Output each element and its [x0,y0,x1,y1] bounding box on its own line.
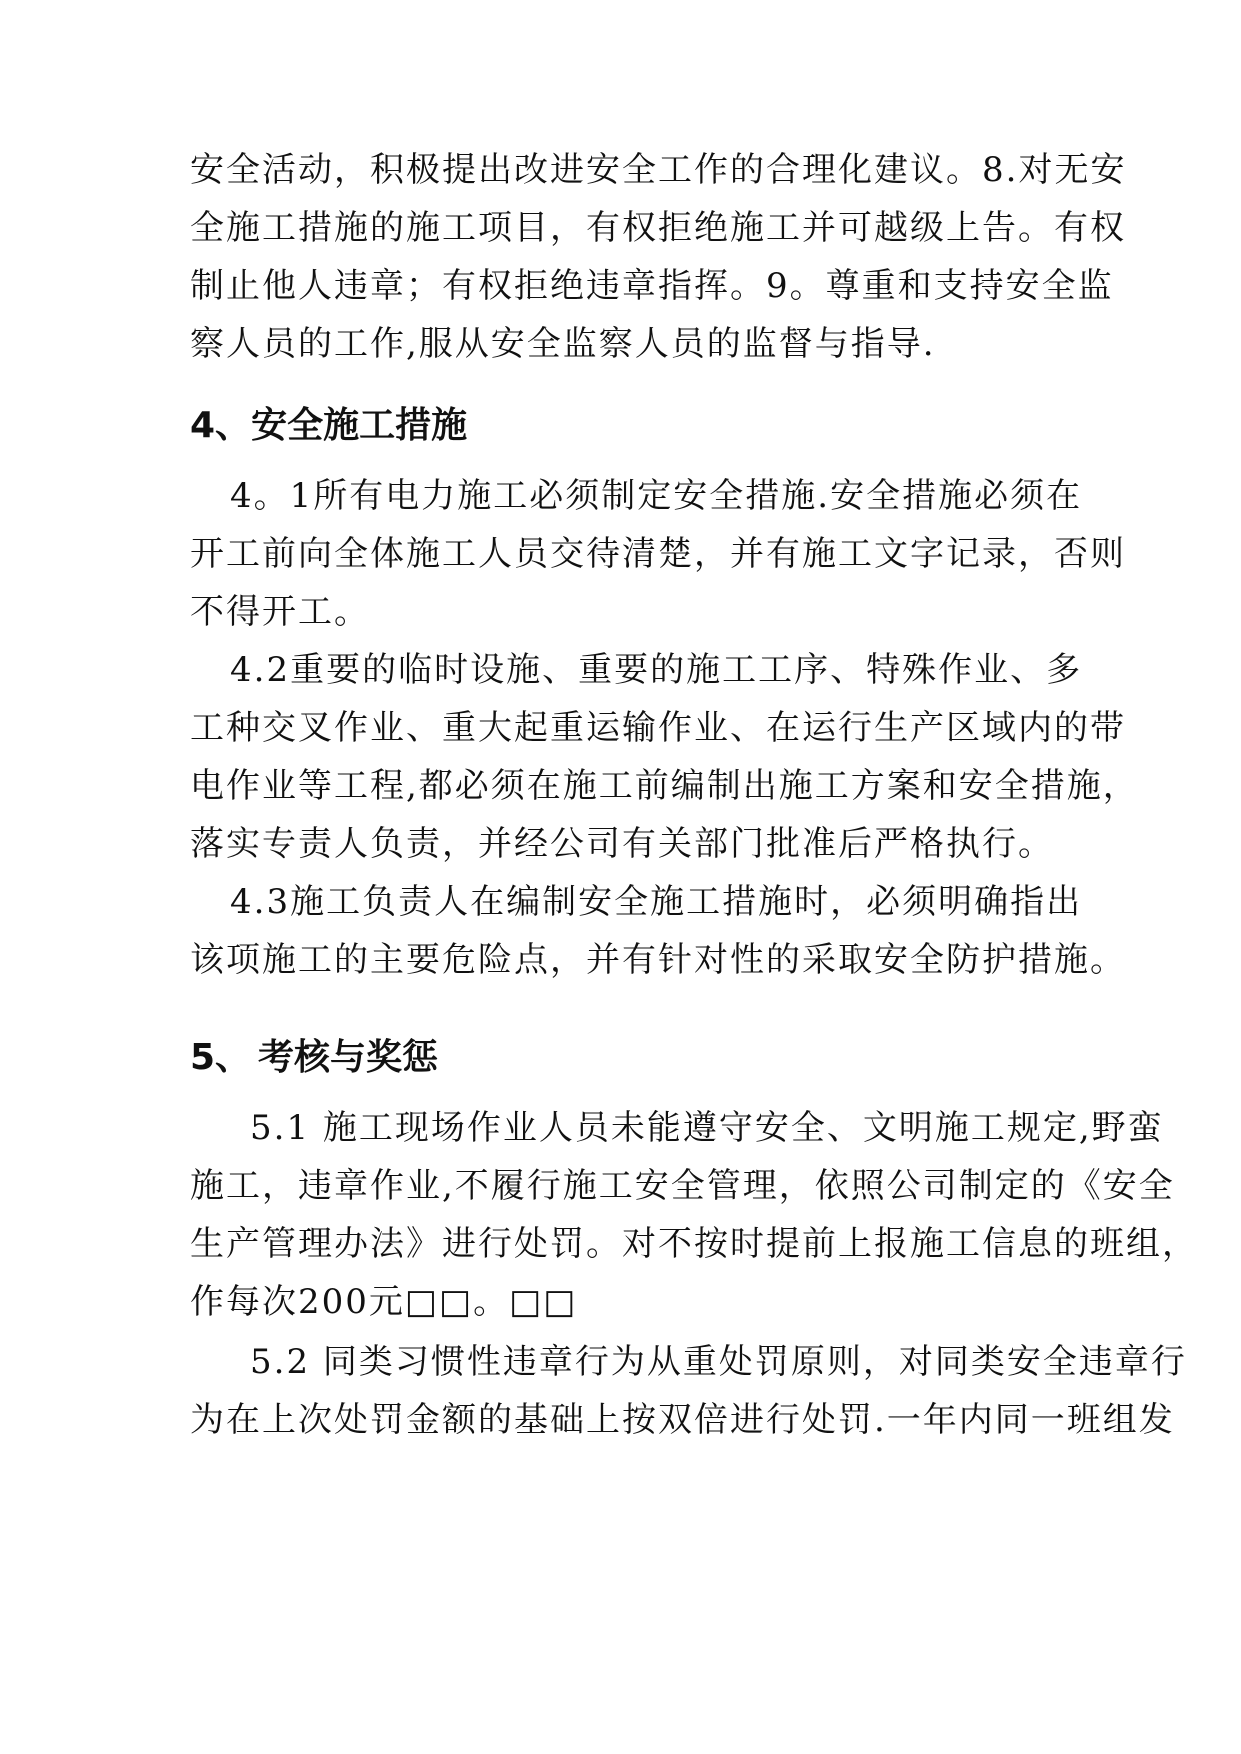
section-4-heading [190,404,467,448]
section-4-number: 4、 [190,405,252,446]
s4-p1-line-2: 开工前向全体施工人员交待清楚，并有施工文字记录，否则 [190,534,1126,574]
s4-p2-line-3: 电作业等工程,都必须在施工前编制出施工方案和安全措施， [190,766,1139,806]
s4-p2-line-4: 落实专责人负责，并经公司有关部门批准后严格执行。 [190,824,1054,864]
s5-p1-line-1: 5.1 施工现场作业人员未能遵守安全、文明施工规定,野蛮 [250,1108,1164,1148]
s4-p1-line-1: 4。1所有电力施工必须制定安全措施.安全措施必须在 [230,476,1083,516]
section-5-number: 5、 [190,1037,252,1078]
s5-p2-line-1: 5.2 同类习惯性违章行为从重处罚原则，对同类安全违章行 [250,1342,1187,1382]
s4-p2-line-1: 4.2重要的临时设施、重要的施工工序、特殊作业、多 [230,650,1083,690]
s4-p3-line-2: 该项施工的主要危险点，并有针对性的采取安全防护措施。 [190,940,1126,980]
s5-p2-line-2: 为在上次处罚金额的基础上按双倍进行处罚.一年内同一班组发 [190,1400,1175,1440]
s5-p1-line-3: 生产管理办法》进行处罚。对不按时提前上报施工信息的班组， [190,1224,1198,1264]
s4-p3-line-1: 4.3施工负责人在编制安全施工措施时，必须明确指出 [230,882,1083,922]
s5-p1-line-2: 施工，违章作业,不履行施工安全管理，依照公司制定的《安全 [190,1166,1175,1206]
intro-line-2: 全施工措施的施工项目，有权拒绝施工并可越级上告。有权 [190,208,1126,248]
s4-p2-line-2: 工种交叉作业、重大起重运输作业、在运行生产区域内的带 [190,708,1126,748]
section-5-title: 考核与奖惩 [258,1037,439,1078]
section-5-heading [190,1036,438,1080]
intro-line-3: 制止他人违章；有权拒绝违章指挥。9。尊重和支持安全监 [190,266,1114,306]
section-4-title: 安全施工措施 [251,405,468,446]
s4-p1-line-3: 不得开工。 [190,592,370,632]
s5-p1-line-4: 作每次200元□□。□□ [190,1282,578,1322]
intro-line-4: 察人员的工作,服从安全监察人员的监督与指导. [190,324,936,364]
intro-line-1: 安全活动，积极提出改进安全工作的合理化建议。8.对无安 [190,150,1127,190]
